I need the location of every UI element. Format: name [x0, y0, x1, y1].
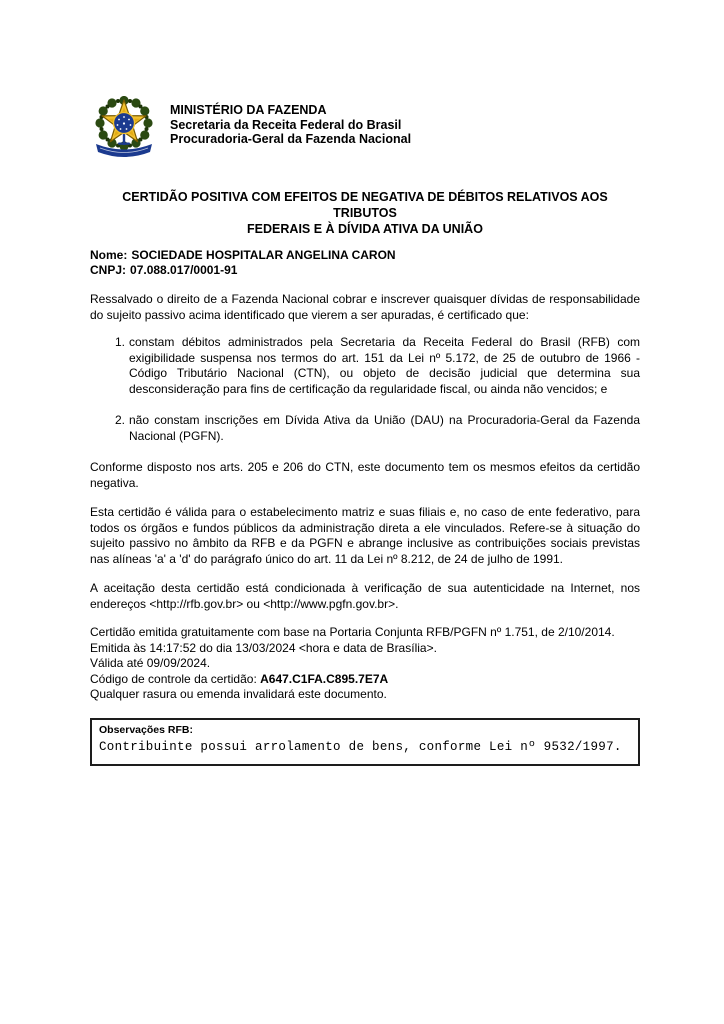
org-line-pgfn: Procuradoria-Geral da Fazenda Nacional	[170, 132, 412, 146]
issuance-validity-line: Válida até 09/09/2024.	[90, 656, 211, 670]
control-code-label: Código de controle da certidão:	[90, 671, 261, 686]
issuance-block	[90, 625, 640, 703]
brazil-coat-of-arms-logo	[90, 96, 158, 165]
certification-item-2	[90, 413, 640, 444]
subject-cnpj-row	[90, 263, 640, 278]
document-title-line2: FEDERAIS E À DÍVIDA ATIVA DA UNIÃO	[247, 222, 483, 236]
subject-name-label: Nome:	[90, 248, 128, 262]
certification-item-1	[90, 335, 640, 397]
document-header	[90, 96, 640, 165]
item-1-text: constam débitos administrados pela Secretaria da Receita Federal do Brasil (RFB) com exigibilidade suspensa nos termos do art. 151 da Lei nº 5.172, de 25 de outubro de 1966 - Código Tributário Nacional (CTN), ou objeto de decisão judicial que determina sua desconsideração para fins de certificação da regularidade fiscal, ou ainda não vencidos; e	[129, 335, 640, 396]
document-title	[90, 189, 640, 237]
observations-text: Contribuinte possui arrolamento de bens, conforme Lei nº 9532/1997.	[99, 739, 622, 754]
issuance-datetime-line: Emitida às 14:17:52 do dia 13/03/2024 <hora e data de Brasília>.	[90, 640, 437, 655]
item-2-text: não constam inscrições em Dívida Ativa da União (DAU) na Procuradoria-Geral da Fazenda Nacional (PGFN).	[129, 413, 640, 443]
ministry-name: MINISTÉRIO DA FAZENDA	[170, 103, 327, 117]
scope-paragraph: Esta certidão é válida para o estabelecimento matriz e suas filiais e, no caso de ente federativo, para todos os órgãos e fundos públicos da administração direta a ele vinculados. Refere-se à situação do sujeito passivo no âmbito da RFB e da PGFN e abrange inclusive as contribuições sociais previstas nas alíneas 'a' a 'd' do parágrafo único do art. 11 da Lei nº 8.212, de 24 de julho de 1991.	[90, 505, 640, 566]
item-2-number: 2.	[115, 413, 126, 427]
intro-paragraph: Ressalvado o direito de a Fazenda Nacional cobrar e inscrever quaisquer dívidas de responsabilidade do sujeito passivo acima identificado que vierem a ser apuradas, é certificado que:	[90, 292, 640, 322]
issuance-warning-line: Qualquer rasura ou emenda invalidará este documento.	[90, 687, 387, 701]
subject-block	[90, 248, 640, 278]
org-line-rfb: Secretaria da Receita Federal do Brasil	[170, 117, 402, 132]
issuance-control-line	[90, 672, 640, 688]
org-names	[170, 96, 411, 147]
item-1-number: 1.	[115, 335, 126, 349]
subject-cnpj-value: 07.088.017/0001-91	[130, 263, 238, 277]
acceptance-paragraph: A aceitação desta certidão está condicionada à verificação de sua autenticidade na Internet, nos endereços <http://rfb.gov.br> ou <http://www.pgfn.gov.br>.	[90, 581, 640, 611]
document-title-line1: CERTIDÃO POSITIVA COM EFEITOS DE NEGATIVA DE DÉBITOS RELATIVOS AOS TRIBUTOS	[122, 190, 608, 220]
subject-name-row	[90, 248, 640, 263]
observations-label: Observações RFB:	[99, 723, 193, 736]
control-code-value: A647.C1FA.C895.7E7A	[260, 671, 389, 686]
document-content	[90, 96, 640, 766]
issuance-basis-line: Certidão emitida gratuitamente com base na Portaria Conjunta RFB/PGFN nº 1.751, de 2/10/2014.	[90, 625, 615, 639]
effects-paragraph: Conforme disposto nos arts. 205 e 206 do CTN, este documento tem os mesmos efeitos da certidão negativa.	[90, 460, 640, 490]
subject-name-value: SOCIEDADE HOSPITALAR ANGELINA CARON	[131, 248, 396, 262]
certification-list	[90, 335, 640, 444]
subject-cnpj-label: CNPJ:	[90, 263, 127, 277]
observations-box	[90, 718, 640, 766]
